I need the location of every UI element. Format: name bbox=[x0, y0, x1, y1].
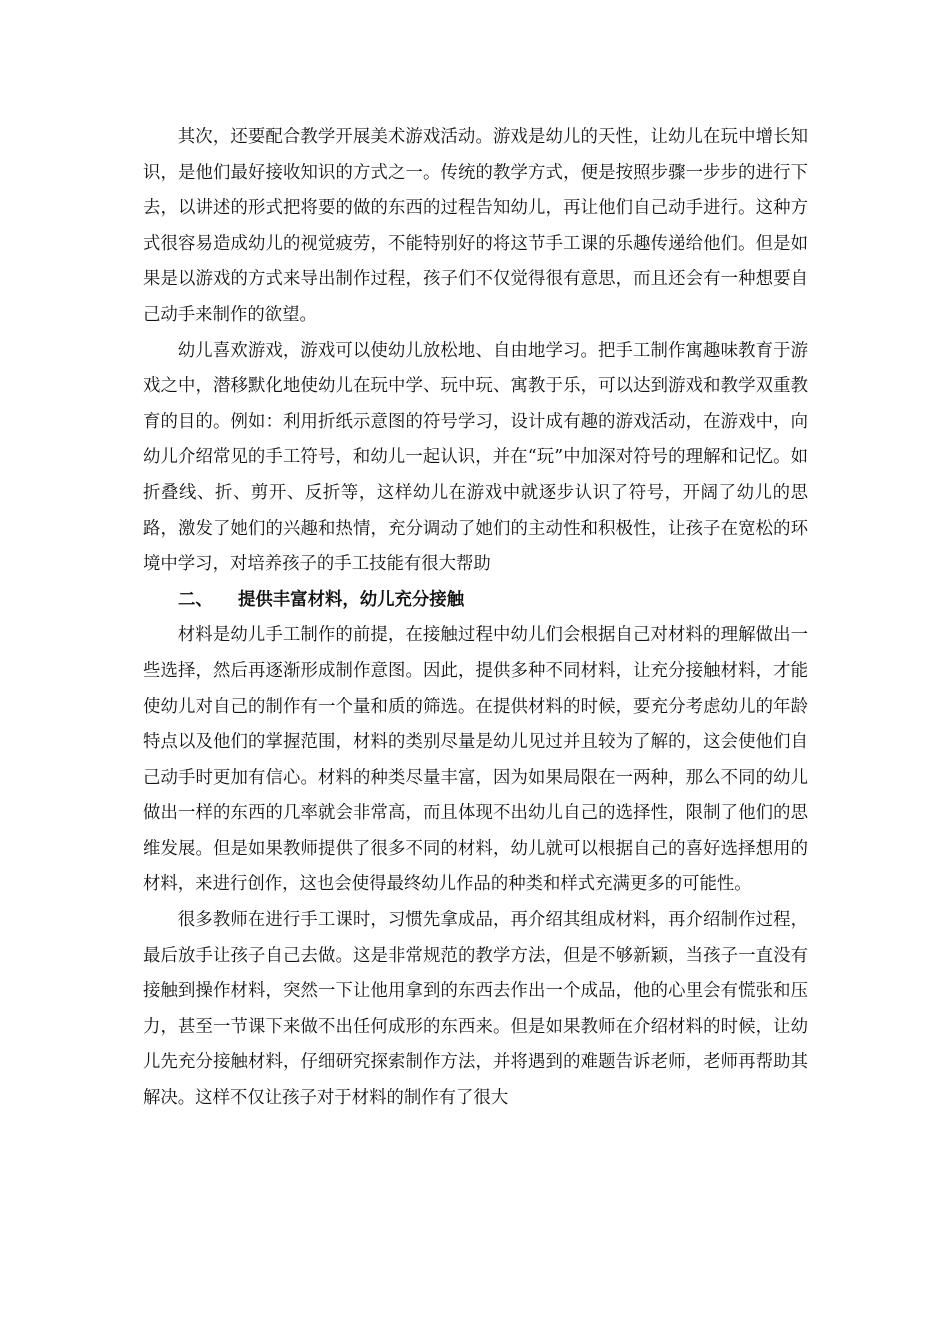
section-heading-title: 提供丰富材料，幼儿充分接触 bbox=[238, 589, 465, 610]
paragraph-game-activities: 其次，还要配合教学开展美术游戏活动。游戏是幼儿的天性，让幼儿在玩中增长知识，是他们最好接收知识的方式之一。传统的教学方式，便是按照步骤一步步的进行下去，以讲述的形式把将要的做的东西的过程告知幼儿，再让他们自己动手进行。这种方式很容易造成幼儿的视觉疲劳，不能特别好的将这节手工课的乐趣传递给他们。但是如果是以游戏的方式来导出制作过程，孩子们不仅觉得很有意思，而且还会有一种想要自己动手来制作的欲望。 bbox=[143, 127, 808, 325]
document-body bbox=[143, 120, 808, 1117]
paragraph-materials-premise: 材料是幼儿手工制作的前提，在接触过程中幼儿们会根据自己对材料的理解做出一些选择，然后再逐渐形成制作意图。因此，提供多种不同材料，让充分接触材料，才能使幼儿对自己的制作有一个量和质的筛选。在提供材料的时候，要充分考虑幼儿的年龄特点以及他们的掌握范围，材料的类别尽量是幼儿见过并且较为了解的，这会使他们自己动手时更加有信心。材料的种类尽量丰富，因为如果局限在一两种，那么不同的幼儿做出一样的东西的几率就会非常高，而且体现不出幼儿自己的选择性，限制了他们的思维发展。但是如果教师提供了很多不同的材料，幼儿就可以根据自己的喜好选择想用的材料，来进行创作，这也会使得最终幼儿作品的种类和样式充满更多的可能性。 bbox=[143, 625, 808, 895]
section-heading-number: 二、 bbox=[178, 589, 213, 610]
paragraph-teacher-habits: 很多教师在进行手工课时，习惯先拿成品，再介绍其组成材料，再介绍制作过程，最后放手让孩子自己去做。这是非常规范的教学方法，但是不够新颖，当孩子一直没有接触到操作材料，突然一下让他用拿到的东西去作出一个成品，他的心里会有慌张和压力，甚至一节课下来做不出任何成形的东西来。但是如果教师在介绍材料的时候，让幼儿先充分接触材料，仔细研究探索制作方法，并将遇到的难题告诉老师，老师再帮助其解决。这样不仅让孩子对于材料的制作有了很大 bbox=[143, 910, 808, 1109]
paragraph-children-like-games: 幼儿喜欢游戏，游戏可以使幼儿放松地、自由地学习。把手工制作寓趣味教育于游戏之中，潜移默化地使幼儿在玩中学、玩中玩、寓教于乐，可以达到游戏和教学双重教育的目的。例如：利用折纸示意图的符号学习，设计成有趣的游戏活动，在游戏中，向幼儿介绍常见的手工符号，和幼儿一起认识，并在“玩”中加深对符号的理解和记忆。如折叠线、折、剪开、反折等，这样幼儿在游戏中就逐步认识了符号，开阔了幼儿的思路，激发了她们的兴趣和热情，充分调动了她们的主动性和积极性，让孩子在宽松的环境中学习，对培养孩子的手工技能有很大帮助 bbox=[143, 340, 808, 575]
section-heading bbox=[143, 583, 808, 619]
